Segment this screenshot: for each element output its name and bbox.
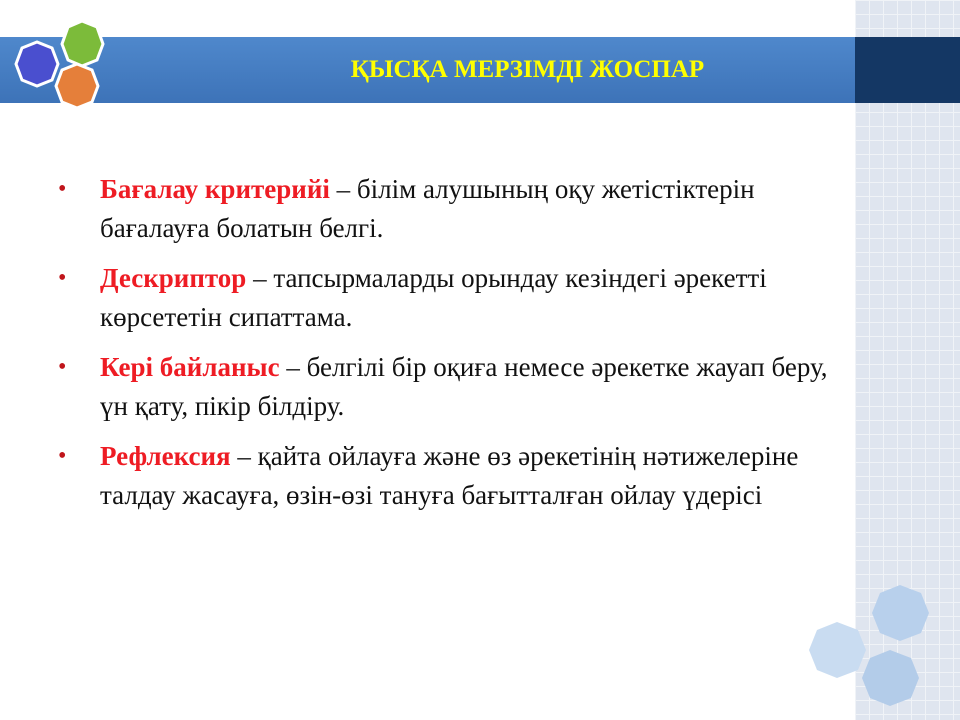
definitions-list [58,170,858,526]
page-title: ҚЫСҚА МЕРЗІМДІ ЖОСПАР [350,56,705,83]
list-item [58,348,858,426]
bullet-icon: • [58,176,67,202]
bullet-icon: • [58,443,67,469]
term-label: Дескриптор [100,263,247,293]
list-item [58,437,858,515]
term-definition: – білім алушының оқу жетістіктерін бағалауға болатын белгі. [100,174,755,243]
term-label: Рефлексия [100,441,231,471]
decorative-hexagons-icon [790,580,960,720]
term-definition: – белгілі бір оқиға немесе әрекетке жауап беру, үн қату, пікір білдіру. [100,352,828,421]
list-item [58,170,858,248]
bullet-icon: • [58,354,67,380]
bullet-icon: • [58,265,67,291]
term-definition: – тапсырмаларды орындау кезіндегі әрекетті көрсететін сипаттама. [100,263,767,332]
term-label: Бағалау критерийі [100,174,330,204]
term-definition: – қайта ойлауға және өз әрекетінің нәтижелеріне талдау жасауға, өзін-өзі тануға бағытталған ойлау үдерісі [100,441,799,510]
term-label: Кері байланыс [100,352,280,382]
list-item [58,259,858,337]
